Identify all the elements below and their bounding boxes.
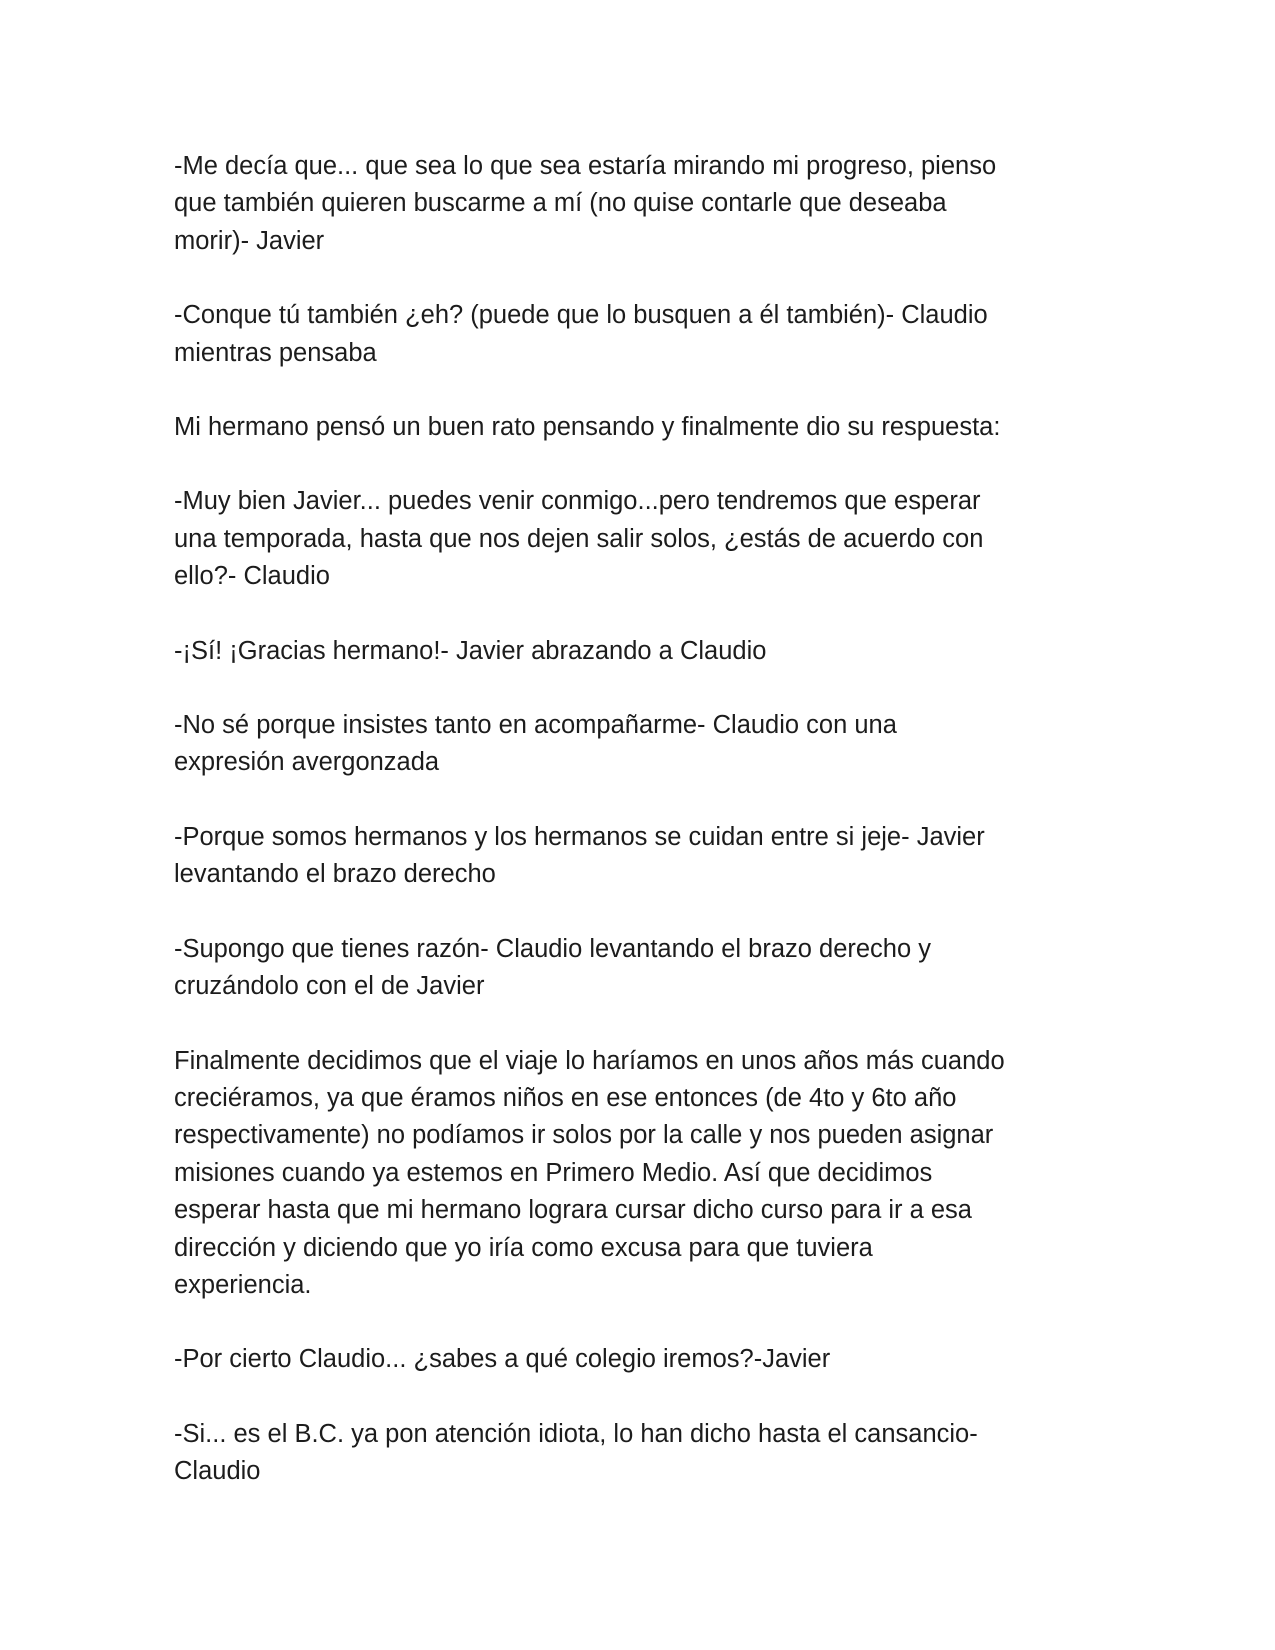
- paragraph: -Si... es el B.C. ya pon atención idiota, lo han dicho hasta el cansancio- Claudio: [174, 1419, 978, 1486]
- paragraph: -No sé porque insistes tanto en acompañarme- Claudio con una expresión avergonzada: [174, 711, 897, 777]
- paragraph: -Muy bien Javier... puedes venir conmigo...pero tendremos que esperar una temporada, hasta que nos dejen salir solos, ¿estás de acuerdo con ello?- Claudio: [174, 487, 984, 591]
- paragraph: -Por cierto Claudio... ¿sabes a qué colegio iremos?-Javier: [174, 1345, 831, 1374]
- paragraph: -Conque tú también ¿eh? (puede que lo busquen a él también)- Claudio mientras pensaba: [174, 301, 988, 367]
- paragraph: Mi hermano pensó un buen rato pensando y finalmente dio su respuesta:: [174, 413, 1001, 442]
- paragraph: -¡Sí! ¡Gracias hermano!- Javier abrazando a Claudio: [174, 636, 767, 665]
- paragraph: -Me decía que... que sea lo que sea estaría mirando mi progreso, pienso que también quieren buscarme a mí (no quise contarle que deseaba morir)- Javier: [174, 152, 997, 255]
- paragraph: -Supongo que tienes razón- Claudio levantando el brazo derecho y cruzándolo con el de Javier: [174, 934, 932, 1001]
- paragraph: Finalmente decidimos que el viaje lo haríamos en unos años más cuando creciéramos, ya que éramos niños en ese entonces (de 4to y 6to año respectivamente) no podíamos ir solos por la calle y nos pueden asignar misiones cuando ya estemos en Primero Medio. Así que decidimos esperar hasta que mi hermano lograra cursar dicho curso para ir a esa dirección y diciendo que yo iría como excusa para que tuviera experiencia.: [174, 1046, 1005, 1299]
- paragraph: -Porque somos hermanos y los hermanos se cuidan entre si jeje- Javier levantando el brazo derecho: [174, 822, 985, 889]
- document-body: [174, 148, 1114, 1528]
